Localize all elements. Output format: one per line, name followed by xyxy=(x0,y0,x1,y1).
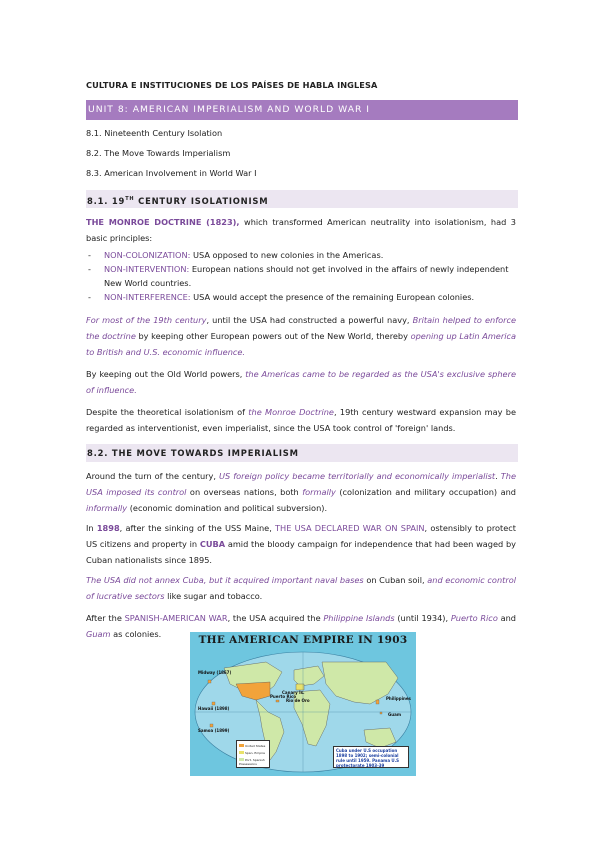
unit-title-bar: UNIT 8: AMERICAN IMPERIALISM AND WORLD WAR I xyxy=(86,100,518,120)
toc-item: 8.3. American Involvement in World War I xyxy=(86,168,257,178)
map-note-box: Cuba under U.S occupation 1898 to 1902; semi-colonial rule until 1959. Panama U.S protectorate 1903-39 xyxy=(333,746,409,768)
map-label: Midway (1867) xyxy=(198,670,232,675)
paragraph: For most of the 19th century, until the USA had constructed a powerful navy, Britain helped to enforce the doctrine by keeping other European powers out of the New World, thereby opening up Latin America to British and U.S. economic influence. xyxy=(86,315,517,357)
list-item: - NON-COLONIZATION: USA opposed to new colonies in the Americas. xyxy=(88,250,384,260)
principles-list xyxy=(86,248,516,304)
paragraph: Around the turn of the century, US foreign policy became territorially and economically imperialist. The USA imposed its control on overseas nations, both formally (colonization and military occupation) and informally (economic domination and political subversion). xyxy=(86,471,516,513)
legend-item: United States xyxy=(239,744,267,748)
paragraph: In 1898, after the sinking of the USS Maine, THE USA DECLARED WAR ON SPAIN, ostensibly to protect US citizens and property in CUBA amid the bloody campaign for independence that had been waged by Cuban nationalists since 1895. xyxy=(86,523,517,565)
paragraph: After the SPANISH-AMERICAN WAR, the USA acquired the Philippine Islands (until 1934), Puerto Rico and Guam as colonies. xyxy=(86,613,516,639)
map-title: THE AMERICAN EMPIRE IN 1903 xyxy=(198,634,408,646)
list-item: - NON-INTERFERENCE: USA would accept the presence of the remaining European colonies. xyxy=(88,292,475,302)
paragraph: The USA did not annex Cuba, but it acquired important naval bases on Cuban soil, and economic control of lucrative sectors like sugar and tobacco. xyxy=(86,575,516,601)
map-label: Guam xyxy=(388,712,401,717)
toc-item: 8.1. Nineteenth Century Isolation xyxy=(86,128,223,138)
course-header: CULTURA E INSTITUCIONES DE LOS PAÍSES DE HABLA INGLESA xyxy=(86,80,378,90)
section-heading-8-2: 8.2. THE MOVE TOWARDS IMPERIALISM xyxy=(86,444,518,462)
toc-item: 8.2. The Move Towards Imperialism xyxy=(86,148,231,158)
map-label: Hawaii (1898) xyxy=(198,706,230,711)
legend-item: Span. Empire xyxy=(239,751,267,755)
section-heading-8-1: 8.1. 19TH CENTURY ISOLATIONISM xyxy=(86,190,518,208)
list-item: - NON-INTERVENTION: European nations should not get involved in the affairs of newly independent New World countries. xyxy=(88,264,509,288)
map-label: Rio de Oro xyxy=(286,698,310,703)
american-empire-map xyxy=(190,632,416,776)
map-legend xyxy=(236,740,270,768)
paragraph: By keeping out the Old World powers, the Americas came to be regarded as the USA's exclusive sphere of influence. xyxy=(86,369,517,395)
map-label: Samoa (1899) xyxy=(198,728,230,733)
map-label: Canary Is. xyxy=(282,690,305,695)
map-label: Puerto Rico xyxy=(270,694,297,699)
legend-item: Port. Spanish Possessions xyxy=(239,758,265,766)
monroe-intro-paragraph: THE MONROE DOCTRINE (1823), which transformed American neutrality into isolationism, had 3 basic principles: xyxy=(86,217,517,243)
paragraph: Despite the theoretical isolationism of the Monroe Doctrine, 19th century westward expansion may be regarded as interventionist, even imperialist, since the USA took control of 'foreign' lands. xyxy=(86,407,516,433)
map-label: Philippines xyxy=(386,696,411,701)
